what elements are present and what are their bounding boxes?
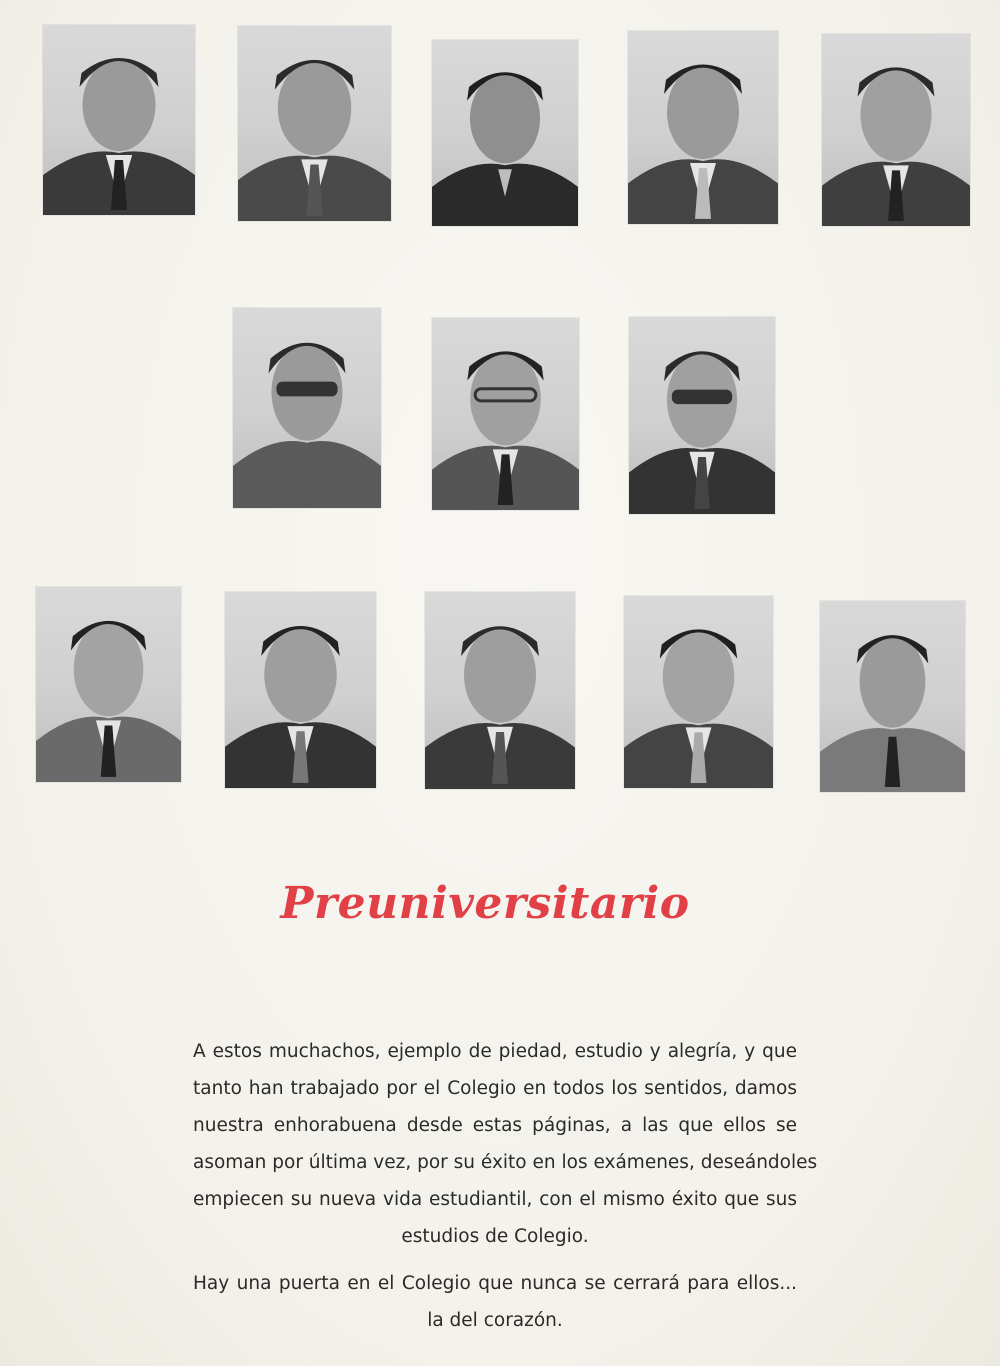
student-portrait	[432, 318, 579, 510]
page-title: Preuniversitario	[280, 878, 690, 929]
student-portrait	[624, 596, 773, 788]
student-portrait	[225, 592, 376, 788]
student-portrait	[43, 25, 195, 215]
student-portrait	[820, 601, 965, 792]
student-portrait	[822, 34, 970, 226]
student-portrait	[238, 26, 391, 221]
text-line: empiecen su nueva vida estudiantil, con el mismo éxito que sus	[193, 1189, 797, 1210]
student-portrait	[432, 40, 578, 226]
student-portrait	[425, 592, 575, 789]
student-portrait	[629, 317, 775, 514]
text-line: estudios de Colegio.	[401, 1226, 589, 1247]
text-line: asoman por última vez, por su éxito en los exámenes, deseándoles	[193, 1152, 818, 1173]
text-line: Hay una puerta en el Colegio que nunca se cerrará para ellos...	[193, 1273, 797, 1294]
text-line: tanto han trabajado por el Colegio en todos los sentidos, damos	[193, 1078, 797, 1099]
text-line: la del corazón.	[427, 1310, 563, 1331]
student-portrait	[233, 308, 381, 508]
student-portrait	[36, 587, 181, 782]
text-line: A estos muchachos, ejemplo de piedad, estudio y alegría, y que	[193, 1041, 797, 1062]
student-portrait	[628, 31, 778, 224]
text-line: nuestra enhorabuena desde estas páginas, a las que ellos se	[193, 1115, 797, 1136]
dedication-text	[193, 1033, 818, 1339]
